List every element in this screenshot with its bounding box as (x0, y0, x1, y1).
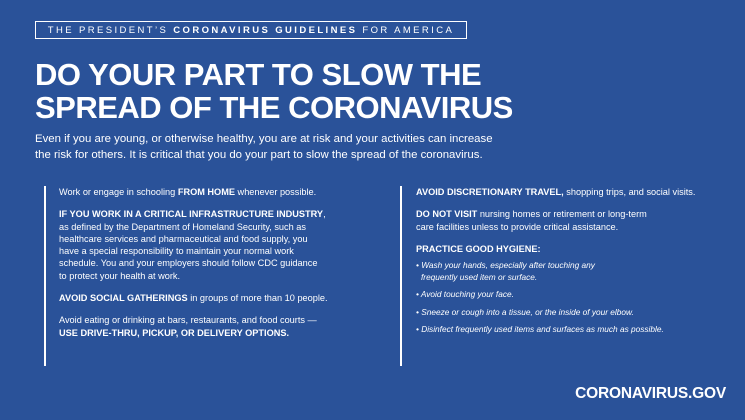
left-guidelines-column (44, 186, 364, 366)
eating-out-guideline: Avoid eating or drinking at bars, restaurants, and food courts — USE DRIVE-THRU, PICKUP, OR DELIVERY OPTIONS. (59, 315, 317, 338)
social-gatherings-guideline: AVOID SOCIAL GATHERINGS in groups of more than 10 people. (59, 293, 328, 304)
intro-line-2: the risk for others. It is critical that you do your part to slow the spread of the coronavirus. (35, 149, 483, 161)
title-line-2: SPREAD OF THE CORONAVIRUS (35, 90, 513, 125)
intro-line-1: Even if you are young, or otherwise healthy, you are at risk and your activities can increase (35, 133, 493, 145)
hygiene-bullet-list (416, 260, 730, 336)
page-title (35, 58, 513, 124)
right-guidelines-column (400, 186, 730, 366)
title-line-1: DO YOUR PART TO SLOW THE (35, 57, 482, 92)
header-banner (35, 21, 467, 39)
list-item: • Wash your hands, especially after touching any frequently used item or surface. (416, 260, 595, 282)
critical-infrastructure-guideline: IF YOU WORK IN A CRITICAL INFRASTRUCTURE INDUSTRY, as defined by the Department of Homeland Security, such as healthcare services and pharmaceutical and food supply, you have a special responsibility to maintain your normal work schedule. You and your employers should follow CDC guidance to protect your health at work. (59, 209, 326, 281)
list-item: • Disinfect frequently used items and surfaces as much as possible. (416, 324, 664, 335)
list-item: • Avoid touching your face. (416, 289, 514, 300)
website-link[interactable]: CORONAVIRUS.GOV (575, 385, 726, 402)
intro-paragraph (35, 131, 515, 163)
list-item: • Sneeze or cough into a tissue, or the inside of your elbow. (416, 306, 634, 317)
travel-guideline: AVOID DISCRETIONARY TRAVEL, shopping trips, and social visits. (416, 187, 696, 197)
hygiene-heading: PRACTICE GOOD HYGIENE: (416, 243, 541, 254)
work-from-home-guideline: Work or engage in schooling FROM HOME whenever possible. (59, 187, 317, 197)
nursing-home-guideline: DO NOT VISIT nursing homes or retirement or long-term care facilities unless to provide critical assistance. (416, 209, 647, 232)
banner-text: THE PRESIDENT’S CORONAVIRUS GUIDELINES FOR AMERICA (47, 24, 455, 36)
